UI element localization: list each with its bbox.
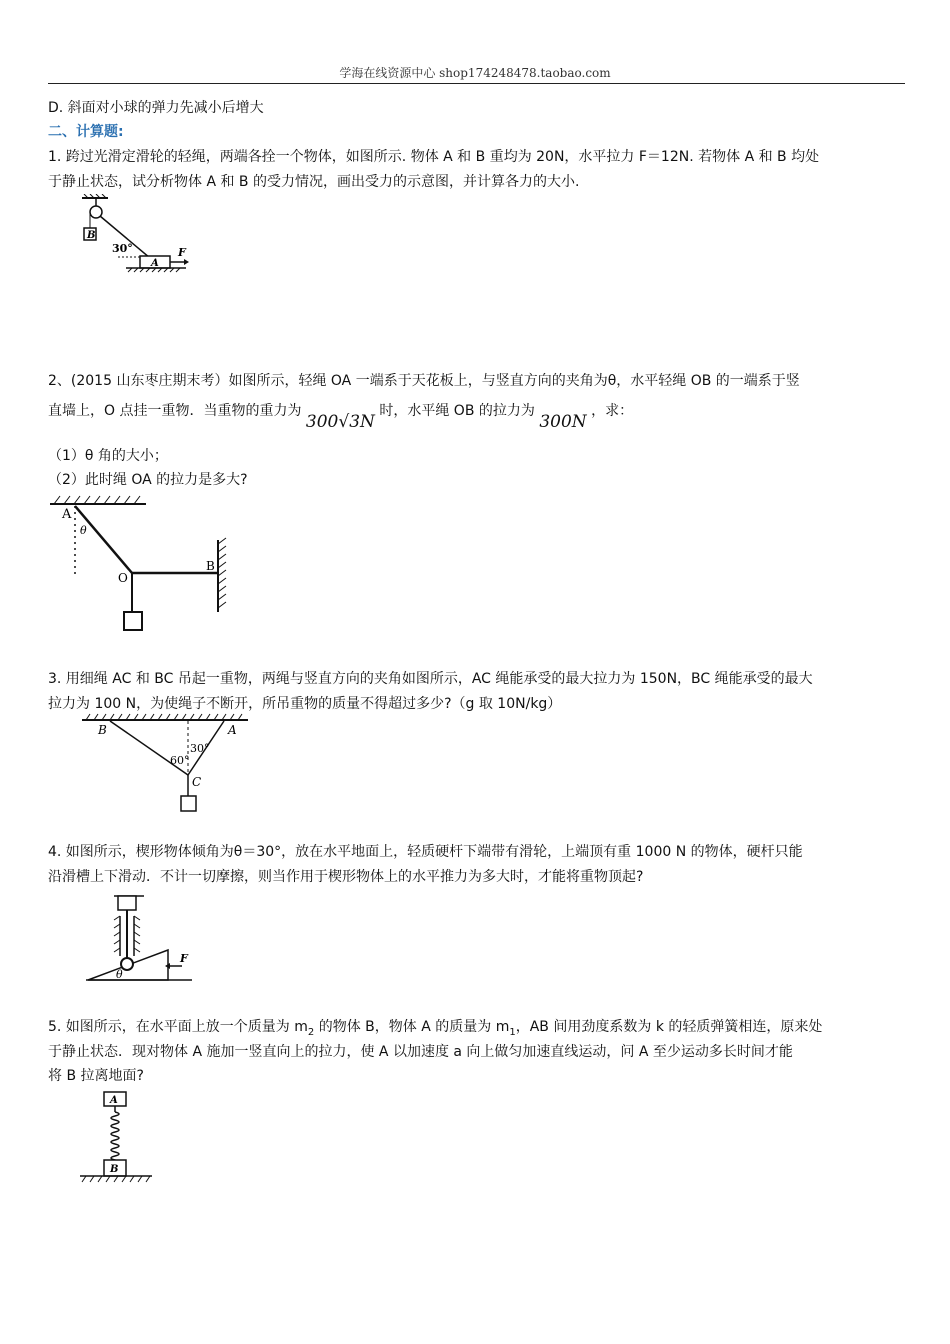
q3-angle-60: 60°: [170, 754, 190, 767]
q2-label-a: A: [62, 507, 72, 522]
q1-angle: 30°: [112, 242, 133, 255]
q5-line1-c: ，AB 间用劲度系数为 k 的轻质弹簧相连，原来处: [515, 1019, 823, 1035]
q5-line3: 将 B 拉离地面?: [48, 1068, 144, 1084]
q2-gravity-value: 300√3N: [305, 412, 375, 432]
q4-line1: 4. 如图所示，楔形物体倾角为θ＝30°，放在水平地面上，轻质硬杆下端带有滑轮，上端顶有重 1000 N 的物体，硬杆只能: [48, 844, 803, 860]
q4-figure: [86, 890, 196, 984]
q4-line2: 沿滑槽上下滑动．不计一切摩擦，则当作用于楔形物体上的水平推力为多大时，才能将重物顶起?: [48, 869, 644, 885]
q2-label-theta: θ: [80, 524, 87, 537]
q5-sub-m2: 2: [307, 1026, 315, 1038]
q4-force: F: [180, 952, 188, 965]
q2-line2-a: 直墙上，O 点挂一重物．当重物的重力为: [48, 403, 302, 419]
q4-label-theta: θ: [116, 968, 123, 981]
hanging-weight: [181, 796, 196, 811]
q1-line2: 于静止状态，试分析物体 A 和 B 的受力情况，画出受力的示意图，并计算各力的大小.: [48, 174, 580, 190]
q2-tension-value: 300N: [539, 412, 587, 432]
q5-line1-b: 的物体 B，物体 A 的质量为 m: [314, 1019, 510, 1035]
page-header: 学海在线资源中心 shop174248478.taobao.com: [339, 66, 611, 80]
q3-line1: 3. 用细绳 AC 和 BC 吊起一重物，两绳与竖直方向的夹角如图所示，AC 绳能承受的最大拉力为 150N，BC 绳能承受的最大: [48, 671, 813, 687]
q2-sub2: （2）此时绳 OA 的拉力是多大?: [48, 472, 248, 488]
q1-figure: [78, 194, 198, 276]
q3-figure: [80, 712, 250, 816]
q3-label-c: C: [192, 775, 202, 789]
option-d: D. 斜面对小球的弹力先减小后增大: [48, 100, 264, 116]
q2-label-o: O: [118, 571, 128, 585]
q3-angle-30: 30°: [190, 742, 210, 755]
q5-sub-m1: 1: [509, 1026, 516, 1038]
pulley: [121, 958, 133, 970]
section-title: 二、计算题:: [48, 124, 124, 140]
q3-line2: 拉力为 100 N，为使绳子不断开，所吊重物的质量不得超过多少?（g 取 10N/kg）: [48, 696, 562, 712]
q5-line1-a: 5. 如图所示，在水平面上放一个质量为 m: [48, 1019, 308, 1035]
q2-line2-b: 时，水平绳 OB 的拉力为: [379, 403, 535, 419]
q1-label-a: A: [151, 258, 159, 269]
q2-line2: [48, 398, 908, 432]
q2-label-b: B: [206, 559, 215, 573]
heavy-object: [118, 896, 136, 910]
q5-line2: 于静止状态．现对物体 A 施加一竖直向上的拉力，使 A 以加速度 a 向上做匀加速直线运动，问 A 至少运动多长时间才能: [48, 1044, 793, 1060]
q3-label-a: A: [228, 723, 237, 737]
q2-line2-c: ，求：: [591, 403, 634, 419]
q5-label-b: B: [110, 1164, 119, 1175]
q2-sub1: （1）θ 角的大小；: [48, 448, 168, 464]
q1-line1: 1. 跨过光滑定滑轮的轻绳，两端各拴一个物体，如图所示. 物体 A 和 B 重均为 20N，水平拉力 F＝12N. 若物体 A 和 B 均处: [48, 149, 820, 165]
q5-figure: [78, 1090, 158, 1184]
q2-line1: 2、(2015 山东枣庄期末考）如图所示，轻绳 OA 一端系于天花板上，与竖直方向的夹角为θ，水平轻绳 OB 的一端系于竖: [48, 373, 800, 389]
q1-force: F: [178, 246, 186, 259]
q3-label-b: B: [98, 723, 107, 737]
rope-oa: [75, 506, 132, 573]
hanging-weight: [124, 612, 142, 630]
q2-figure: [48, 492, 238, 634]
q1-label-b: B: [87, 230, 96, 241]
header-rule: [48, 83, 905, 84]
q5-label-a: A: [110, 1095, 118, 1106]
